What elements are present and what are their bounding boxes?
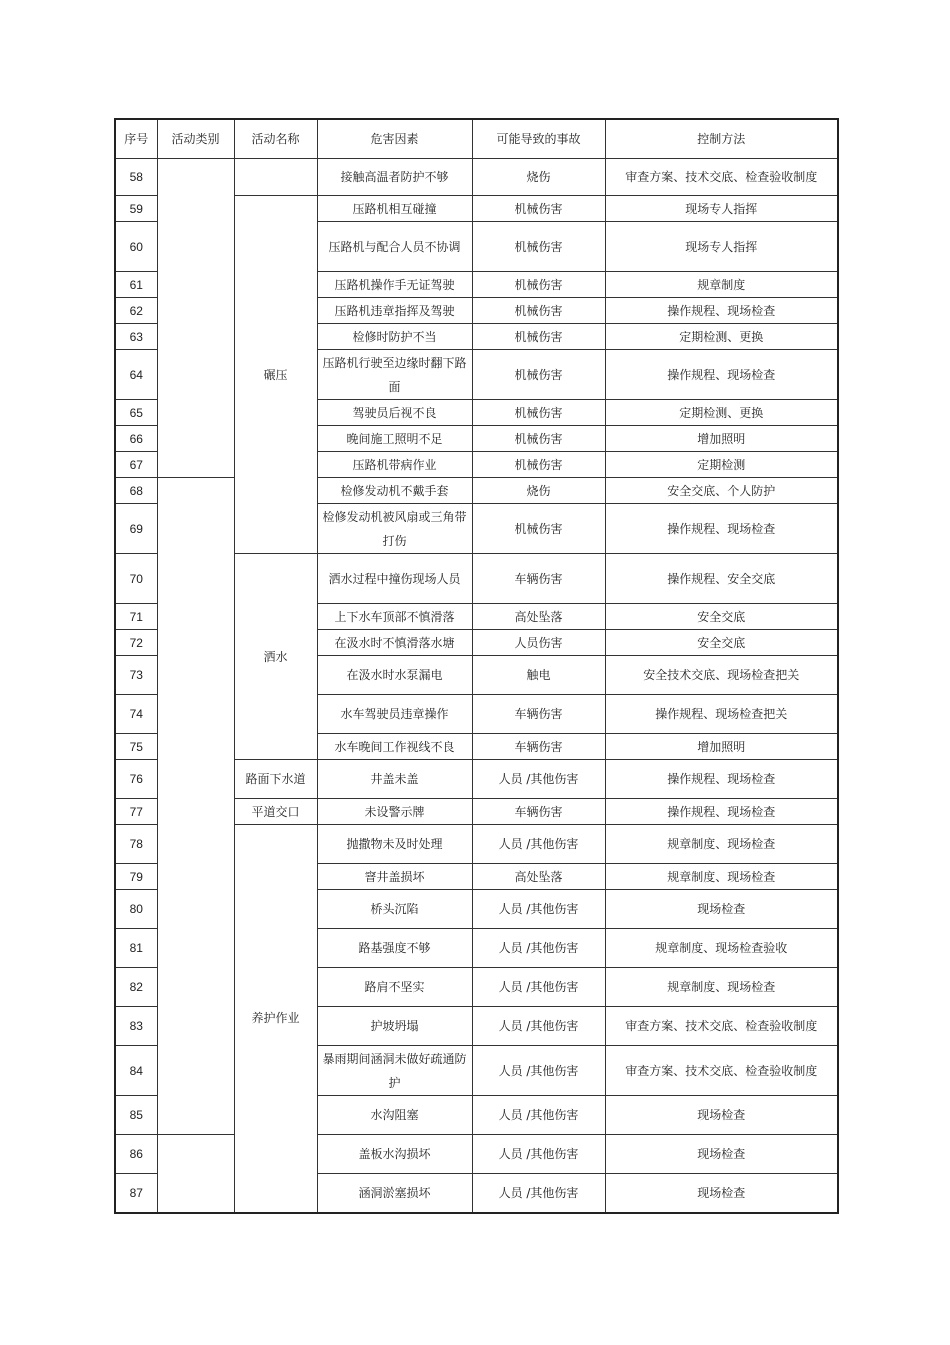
- row-no: 84: [115, 1046, 157, 1096]
- hazard-cell: 在汲水时水泵漏电: [317, 656, 472, 695]
- hazard-cell: 上下水车顶部不慎滑落: [317, 604, 472, 630]
- row-no: 68: [115, 478, 157, 504]
- accident-cell: 人员 /其他伤害: [472, 760, 605, 799]
- row-no: 77: [115, 799, 157, 825]
- activity-cell: [234, 159, 317, 196]
- accident-cell: 车辆伤害: [472, 695, 605, 734]
- hazard-cell: 压路机与配合人员不协调: [317, 222, 472, 272]
- row-no: 73: [115, 656, 157, 695]
- control-cell: 现场检查: [605, 1135, 838, 1174]
- category-cell: [157, 159, 234, 478]
- row-no: 69: [115, 504, 157, 554]
- hazard-cell: 盖板水沟损坏: [317, 1135, 472, 1174]
- control-cell: 增加照明: [605, 426, 838, 452]
- accident-cell: 触电: [472, 656, 605, 695]
- activity-group-crossing: 平道交口: [234, 799, 317, 825]
- accident-cell: 人员 /其他伤害: [472, 1096, 605, 1135]
- hazard-cell: 水沟阻塞: [317, 1096, 472, 1135]
- row-no: 62: [115, 298, 157, 324]
- hazard-cell: 压路机行驶至边缘时翻下路面: [317, 350, 472, 400]
- hazard-cell: 水车晚间工作视线不良: [317, 734, 472, 760]
- activity-group-maintenance: 养护作业: [234, 825, 317, 1213]
- activity-group-watering: 洒水: [234, 554, 317, 760]
- row-no: 87: [115, 1174, 157, 1213]
- accident-cell: 烧伤: [472, 478, 605, 504]
- row-no: 75: [115, 734, 157, 760]
- control-cell: 安全交底: [605, 604, 838, 630]
- row-no: 81: [115, 929, 157, 968]
- hazard-cell: 驾驶员后视不良: [317, 400, 472, 426]
- accident-cell: 人员 /其他伤害: [472, 825, 605, 864]
- hazard-cell: 洒水过程中撞伤现场人员: [317, 554, 472, 604]
- category-cell: [157, 1135, 234, 1213]
- control-cell: 现场专人指挥: [605, 222, 838, 272]
- row-no: 86: [115, 1135, 157, 1174]
- activity-group-rolling: 碾压: [234, 196, 317, 554]
- hazard-cell: 暴雨期间涵洞未做好疏通防护: [317, 1046, 472, 1096]
- row-no: 78: [115, 825, 157, 864]
- hazard-cell: 压路机带病作业: [317, 452, 472, 478]
- hazard-cell: 检修时防护不当: [317, 324, 472, 350]
- control-cell: 定期检测: [605, 452, 838, 478]
- accident-cell: 车辆伤害: [472, 734, 605, 760]
- table-row: [115, 478, 838, 504]
- accident-cell: 机械伤害: [472, 400, 605, 426]
- hazard-cell: 水车驾驶员违章操作: [317, 695, 472, 734]
- control-cell: 操作规程、现场检查: [605, 504, 838, 554]
- hazard-cell: 在汲水时不慎滑落水塘: [317, 630, 472, 656]
- hazard-cell: 检修发动机不戴手套: [317, 478, 472, 504]
- hazard-cell: 路基强度不够: [317, 929, 472, 968]
- accident-cell: 车辆伤害: [472, 554, 605, 604]
- accident-cell: 人员 /其他伤害: [472, 929, 605, 968]
- hazard-cell: 窨井盖损坏: [317, 864, 472, 890]
- control-cell: 操作规程、现场检查把关: [605, 695, 838, 734]
- accident-cell: 机械伤害: [472, 452, 605, 478]
- accident-cell: 人员 /其他伤害: [472, 968, 605, 1007]
- accident-cell: 人员 /其他伤害: [472, 1135, 605, 1174]
- row-no: 67: [115, 452, 157, 478]
- row-no: 61: [115, 272, 157, 298]
- hazard-table: [114, 118, 839, 1214]
- row-no: 59: [115, 196, 157, 222]
- control-cell: 审查方案、技术交底、检查验收制度: [605, 1007, 838, 1046]
- control-cell: 规章制度、现场检查: [605, 825, 838, 864]
- hazard-cell: 护坡坍塌: [317, 1007, 472, 1046]
- control-cell: 安全交底、个人防护: [605, 478, 838, 504]
- hazard-cell: 检修发动机被风扇或三角带打伤: [317, 504, 472, 554]
- table-header-row: [115, 119, 838, 159]
- control-cell: 操作规程、现场检查: [605, 298, 838, 324]
- row-no: 60: [115, 222, 157, 272]
- accident-cell: 机械伤害: [472, 196, 605, 222]
- control-cell: 操作规程、现场检查: [605, 799, 838, 825]
- accident-cell: 人员 /其他伤害: [472, 1007, 605, 1046]
- activity-group-drain: 路面下水道: [234, 760, 317, 799]
- col-header-no: 序号: [115, 119, 157, 159]
- col-header-hazard: 危害因素: [317, 119, 472, 159]
- hazard-cell: 井盖未盖: [317, 760, 472, 799]
- row-no: 82: [115, 968, 157, 1007]
- control-cell: 安全交底: [605, 630, 838, 656]
- accident-cell: 机械伤害: [472, 272, 605, 298]
- hazard-cell: 压路机操作手无证驾驶: [317, 272, 472, 298]
- hazard-cell: 接触高温者防护不够: [317, 159, 472, 196]
- table-row: [115, 1135, 838, 1174]
- row-no: 65: [115, 400, 157, 426]
- accident-cell: 机械伤害: [472, 324, 605, 350]
- control-cell: 审查方案、技术交底、检查验收制度: [605, 1046, 838, 1096]
- control-cell: 规章制度: [605, 272, 838, 298]
- accident-cell: 机械伤害: [472, 426, 605, 452]
- control-cell: 安全技术交底、现场检查把关: [605, 656, 838, 695]
- row-no: 74: [115, 695, 157, 734]
- row-no: 71: [115, 604, 157, 630]
- row-no: 79: [115, 864, 157, 890]
- control-cell: 操作规程、现场检查: [605, 760, 838, 799]
- row-no: 70: [115, 554, 157, 604]
- accident-cell: 机械伤害: [472, 222, 605, 272]
- accident-cell: 高处坠落: [472, 604, 605, 630]
- hazard-cell: 涵洞淤塞损坏: [317, 1174, 472, 1213]
- row-no: 76: [115, 760, 157, 799]
- accident-cell: 机械伤害: [472, 350, 605, 400]
- hazard-cell: 未设警示牌: [317, 799, 472, 825]
- control-cell: 定期检测、更换: [605, 400, 838, 426]
- control-cell: 操作规程、现场检查: [605, 350, 838, 400]
- accident-cell: 机械伤害: [472, 298, 605, 324]
- category-cell: [157, 478, 234, 1135]
- accident-cell: 机械伤害: [472, 504, 605, 554]
- control-cell: 审查方案、技术交底、检查验收制度: [605, 159, 838, 196]
- col-header-control: 控制方法: [605, 119, 838, 159]
- control-cell: 现场专人指挥: [605, 196, 838, 222]
- col-header-activity: 活动名称: [234, 119, 317, 159]
- control-cell: 增加照明: [605, 734, 838, 760]
- accident-cell: 人员伤害: [472, 630, 605, 656]
- table-row: [115, 159, 838, 196]
- control-cell: 规章制度、现场检查验收: [605, 929, 838, 968]
- row-no: 58: [115, 159, 157, 196]
- accident-cell: 车辆伤害: [472, 799, 605, 825]
- accident-cell: 人员 /其他伤害: [472, 1174, 605, 1213]
- row-no: 85: [115, 1096, 157, 1135]
- accident-cell: 人员 /其他伤害: [472, 890, 605, 929]
- row-no: 83: [115, 1007, 157, 1046]
- hazard-cell: 压路机违章指挥及驾驶: [317, 298, 472, 324]
- control-cell: 现场检查: [605, 1174, 838, 1213]
- row-no: 66: [115, 426, 157, 452]
- hazard-cell: 压路机相互碰撞: [317, 196, 472, 222]
- row-no: 80: [115, 890, 157, 929]
- hazard-cell: 路肩不坚实: [317, 968, 472, 1007]
- col-header-category: 活动类别: [157, 119, 234, 159]
- control-cell: 规章制度、现场检查: [605, 968, 838, 1007]
- row-no: 72: [115, 630, 157, 656]
- hazard-cell: 抛撒物未及时处理: [317, 825, 472, 864]
- control-cell: 现场检查: [605, 1096, 838, 1135]
- accident-cell: 烧伤: [472, 159, 605, 196]
- hazard-cell: 晚间施工照明不足: [317, 426, 472, 452]
- accident-cell: 高处坠落: [472, 864, 605, 890]
- control-cell: 定期检测、更换: [605, 324, 838, 350]
- row-no: 64: [115, 350, 157, 400]
- accident-cell: 人员 /其他伤害: [472, 1046, 605, 1096]
- control-cell: 规章制度、现场检查: [605, 864, 838, 890]
- col-header-accident: 可能导致的事故: [472, 119, 605, 159]
- hazard-cell: 桥头沉陷: [317, 890, 472, 929]
- row-no: 63: [115, 324, 157, 350]
- control-cell: 现场检查: [605, 890, 838, 929]
- control-cell: 操作规程、安全交底: [605, 554, 838, 604]
